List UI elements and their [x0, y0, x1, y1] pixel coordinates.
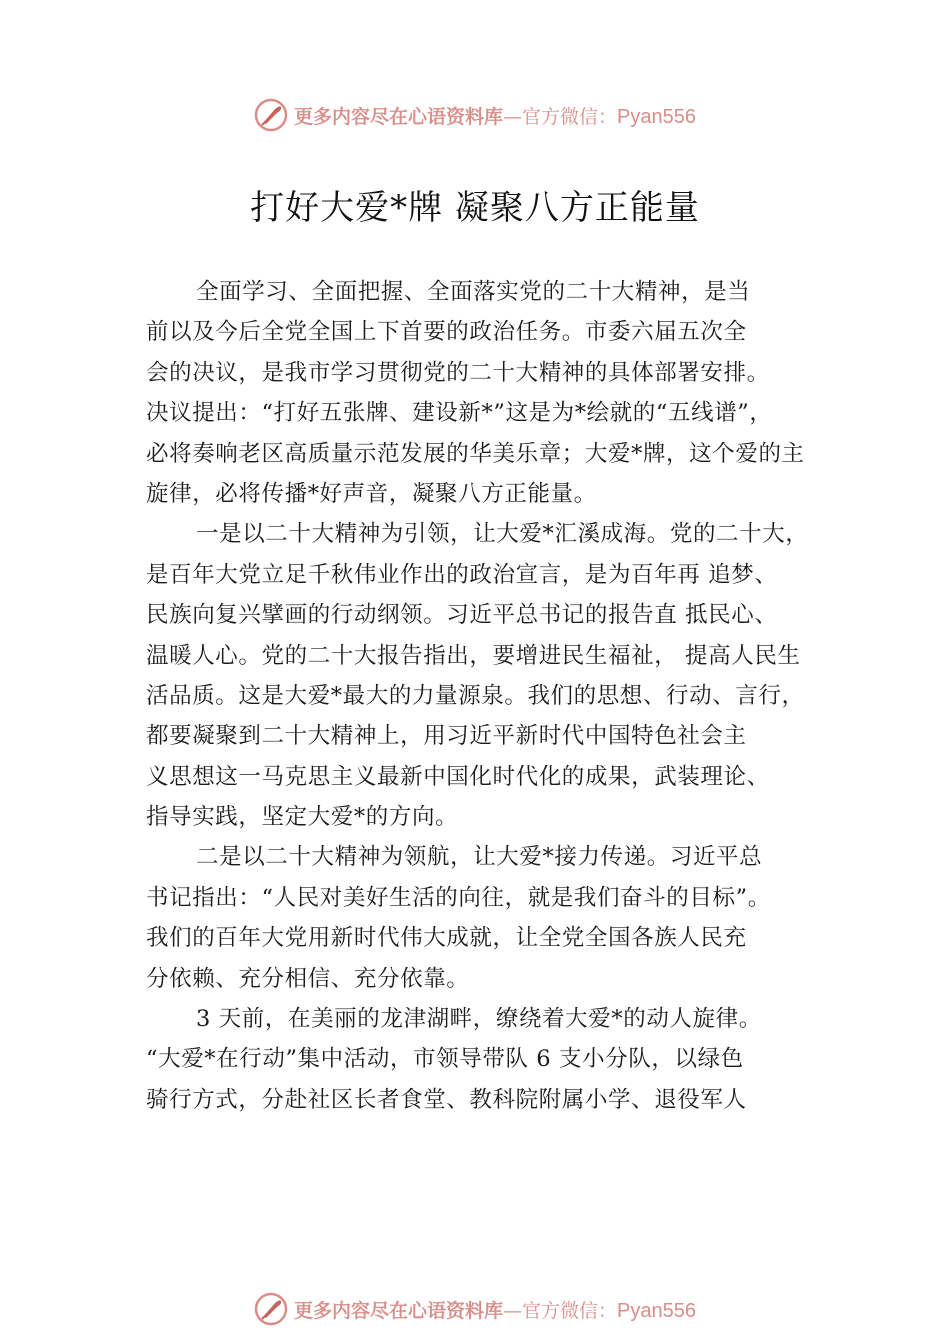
body-line: 骑行方式，分赴社区长者食堂、教科院附属小学、退役军人	[146, 1086, 747, 1113]
quill-logo-icon	[254, 98, 288, 132]
body-line: 二是以二十大精神为领航，让大爱*接力传递。习近平总	[196, 844, 763, 871]
body-line: 必将奏响老区高质量示范发展的华美乐章；大爱*牌，这个爱的主	[146, 440, 805, 467]
body-line: 前以及今后全党全国上下首要的政治任务。市委六届五次全	[146, 319, 747, 346]
body-line: 指导实践，坚定大爱*的方向。	[146, 804, 459, 831]
body-line: 温暖人心。党的二十大报告指出，要增进民生福祉， 提高人民生	[146, 642, 801, 669]
banner-text	[294, 102, 696, 129]
body-line: 决议提出：“打好五张牌、建设新*”这是为*绘就的“五线谱”，	[146, 400, 773, 427]
body-line: 书记指出：“人民对美好生活的向往，就是我们奋斗的目标”。	[146, 884, 771, 911]
banner-wechat-label: 官方微信：	[522, 1299, 618, 1322]
body-line: 旋律，必将传播*好声音，凝聚八方正能量。	[146, 480, 597, 507]
body-line: 义思想这一马克思主义最新中国化时代化的成果，武装理论、	[146, 763, 770, 790]
body-line: 我们的百年大党用新时代伟大成就，让全党全国各族人民充	[146, 925, 747, 952]
body-line: 全面学习、全面把握、全面落实党的二十大精神，是当	[196, 279, 751, 305]
footer-banner	[0, 1289, 950, 1329]
banner-handle: Pyan556	[617, 105, 696, 128]
body-line: 会的决议，是我市学习贯彻党的二十大精神的具体部署安排。	[146, 359, 770, 386]
header-banner	[0, 95, 950, 135]
banner-handle: Pyan556	[617, 1299, 696, 1322]
banner-text	[294, 1296, 696, 1323]
body-line: 3 天前，在美丽的龙津湖畔，缭绕着大爱*的动人旋律。	[196, 1006, 762, 1033]
banner-dash: —	[503, 1299, 523, 1322]
banner-site-text: 更多内容尽在心语资料库	[294, 1299, 504, 1322]
quill-logo-icon	[254, 1292, 288, 1326]
body-line: 分依赖、充分相信、充分依靠。	[146, 965, 470, 992]
banner-site-text: 更多内容尽在心语资料库	[294, 105, 504, 128]
document-body	[146, 272, 846, 1120]
body-line: 是百年大党立足千秋伟业作出的政治宣言，是为百年再 追梦、	[146, 561, 778, 588]
banner-dash: —	[503, 105, 523, 128]
body-line: 都要凝聚到二十大精神上，用习近平新时代中国特色社会主	[146, 723, 747, 750]
body-line: 民族向复兴擘画的行动纲领。习近平总书记的报告直 抵民心、	[146, 602, 778, 629]
body-line: 一是以二十大精神为引领，让大爱*汇溪成海。党的二十大，	[196, 521, 809, 548]
body-line: 活品质。这是大爱*最大的力量源泉。我们的思想、行动、言行，	[146, 682, 805, 709]
banner-wechat-label: 官方微信：	[522, 105, 618, 128]
body-line: “大爱*在行动”集中活动，市领导带队 6 支小分队，以绿色	[146, 1046, 744, 1073]
document-title: 打好大爱*牌 凝聚八方正能量	[250, 188, 700, 228]
